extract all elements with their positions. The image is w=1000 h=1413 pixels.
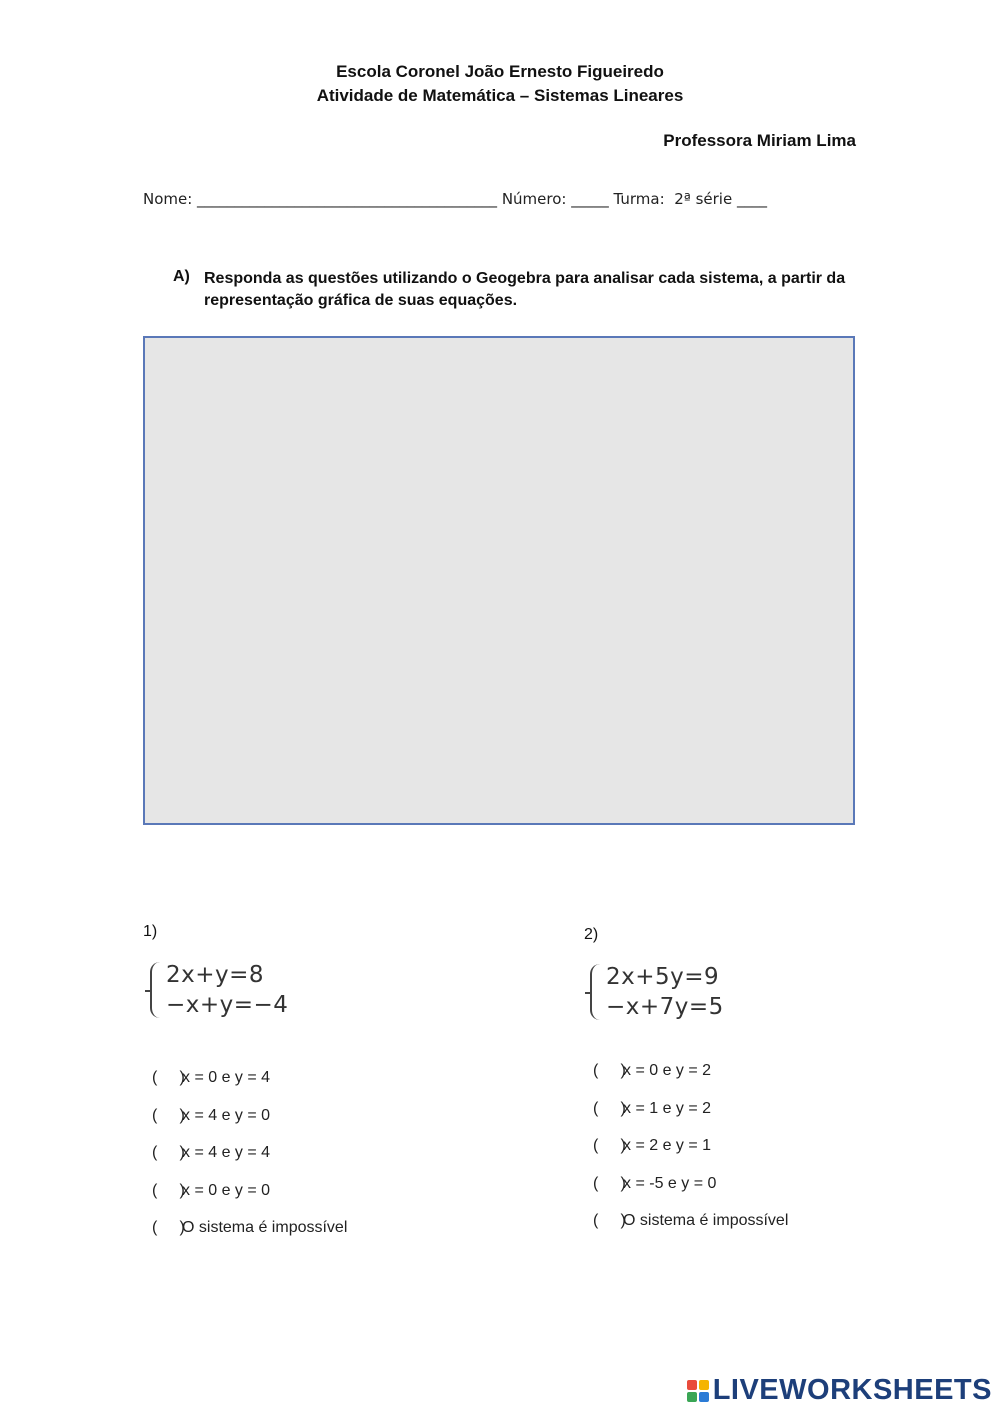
logo-text: LIVEWORKSHEETS bbox=[712, 1374, 992, 1406]
activity-title: Atividade de Matemática – Sistemas Lineares bbox=[316, 86, 684, 105]
brace-icon bbox=[150, 962, 162, 1018]
answer-option[interactable]: ( ) x = 4 e y = 0 bbox=[152, 1106, 271, 1124]
checkbox-bracket[interactable]: ( ) bbox=[152, 1106, 185, 1124]
answer-option[interactable]: ( ) O sistema é impossível bbox=[152, 1219, 348, 1236]
question-1-options bbox=[152, 1069, 347, 1257]
answer-option[interactable]: ( ) O sistema é impossível bbox=[593, 1212, 789, 1229]
equation: 2x+y=8 bbox=[166, 962, 265, 988]
checkbox-bracket[interactable]: ( ) bbox=[593, 1212, 626, 1229]
question-2-number: 2) bbox=[584, 926, 599, 943]
answer-option[interactable]: ( ) x = 4 e y = 4 bbox=[152, 1144, 271, 1161]
answer-option[interactable]: ( ) x = 0 e y = 4 bbox=[152, 1069, 271, 1086]
answer-option[interactable]: ( ) x = -5 e y = 0 bbox=[593, 1174, 717, 1192]
question-1-number: 1) bbox=[143, 923, 158, 940]
question-1-system bbox=[150, 962, 288, 1018]
checkbox-bracket[interactable]: ( ) bbox=[152, 1069, 185, 1086]
instruction-text: Responda as questões utilizando o Geogebra para analisar cada sistema, a partir da representação gráfica de suas equações. bbox=[204, 270, 846, 309]
brace-icon bbox=[590, 964, 602, 1020]
answer-option[interactable]: ( ) x = 0 e y = 2 bbox=[593, 1062, 712, 1079]
checkbox-bracket[interactable]: ( ) bbox=[593, 1099, 626, 1117]
equation: −x+y=−4 bbox=[166, 992, 289, 1018]
instruction-letter: A) bbox=[173, 268, 190, 285]
checkbox-bracket[interactable]: ( ) bbox=[593, 1062, 626, 1079]
checkbox-bracket[interactable]: ( ) bbox=[152, 1219, 185, 1236]
liveworksheets-logo[interactable] bbox=[687, 1374, 992, 1407]
logo-square bbox=[699, 1380, 709, 1390]
checkbox-bracket[interactable]: ( ) bbox=[152, 1181, 185, 1199]
school-name: Escola Coronel João Ernesto Figueiredo bbox=[336, 62, 664, 81]
question-2-options bbox=[593, 1062, 788, 1250]
checkbox-bracket[interactable]: ( ) bbox=[593, 1174, 626, 1192]
logo-square bbox=[687, 1392, 697, 1402]
logo-square bbox=[687, 1380, 697, 1390]
logo-square bbox=[699, 1392, 709, 1402]
checkbox-bracket[interactable]: ( ) bbox=[593, 1137, 626, 1154]
teacher-name: Professora Miriam Lima bbox=[663, 131, 856, 150]
geogebra-embed-area[interactable] bbox=[143, 336, 855, 825]
checkbox-bracket[interactable]: ( ) bbox=[152, 1144, 185, 1161]
answer-option[interactable]: ( ) x = 2 e y = 1 bbox=[593, 1137, 712, 1154]
student-info-line: Nome: ________________________________________ Número: _____ Turma: 2ª série ____ bbox=[143, 190, 767, 208]
equation: −x+7y=5 bbox=[606, 994, 724, 1020]
logo-icon bbox=[687, 1380, 709, 1402]
answer-option[interactable]: ( ) x = 1 e y = 2 bbox=[593, 1099, 712, 1117]
question-2-system bbox=[590, 964, 724, 1020]
answer-option[interactable]: ( ) x = 0 e y = 0 bbox=[152, 1181, 271, 1199]
equation: 2x+5y=9 bbox=[606, 964, 720, 990]
